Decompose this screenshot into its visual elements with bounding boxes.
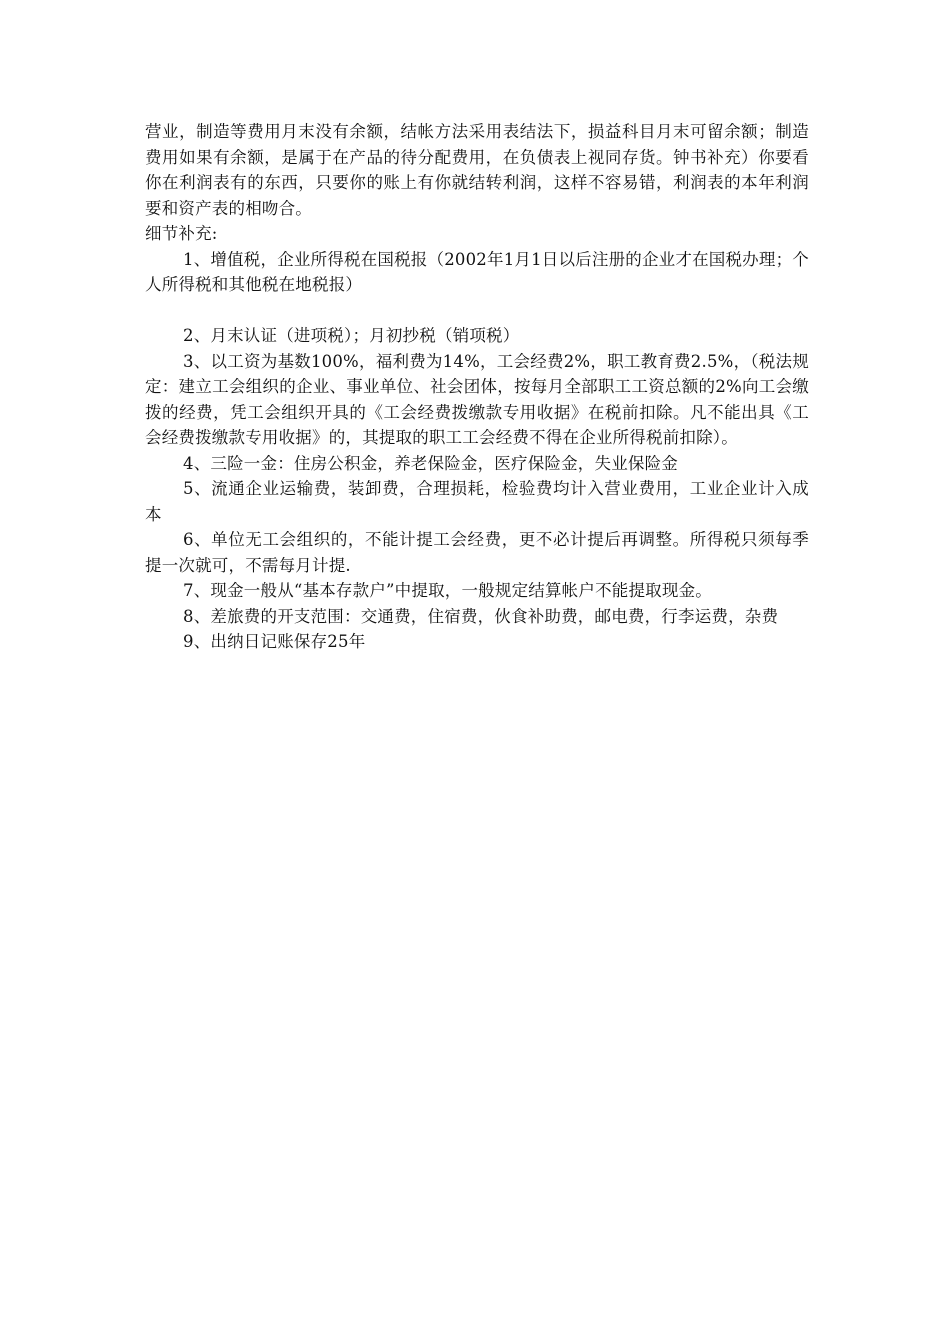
list-item-4: 4、三险一金：住房公积金，养老保险金，医疗保险金，失业保险金 [183, 453, 678, 473]
blank-line [145, 298, 809, 324]
list-item-3: 3、以工资为基数100%，福利费为14%，工会经费2%，职工教育费2.5%，（税法规定：建立工会组织的企业、事业单位、社会团体，按每月全部职工工资总额的2%向工会缴拨的经费，凭工会组织开具的《工会经费拨缴款专用收据》在税前扣除。凡不能出具《工会经费拨缴款专用收据》的，其提取的职工工会经费不得在企业所得税前扣除）。 [145, 351, 809, 447]
intro-paragraph: 营业，制造等费用月末没有余额，结帐方法采用表结法下，损益科目月末可留余额；制造费用如果有余额，是属于在产品的待分配费用，在负债表上视同存货。钟书补充）你要看你在利润表有的东西，只要你的账上有你就结转利润，这样不容易错，利润表的本年利润要和资产表的相吻合。 [145, 122, 809, 218]
list-item-5: 5、流通企业运输费，装卸费，合理损耗，检验费均计入营业费用，工业企业计入成本 [145, 479, 809, 524]
document-body [145, 119, 809, 655]
list-item-8: 8、差旅费的开支范围：交通费，住宿费，伙食补助费，邮电费，行李运费，杂费 [183, 606, 779, 626]
list-item-7: 7、现金一般从“基本存款户”中提取，一般规定结算帐户不能提取现金。 [183, 581, 712, 600]
list-item-9: 9、出纳日记账保存25年 [183, 632, 366, 651]
section-heading: 细节补充: [145, 224, 218, 243]
list-item-1: 1、增值税，企业所得税在国税报（2002年1月1日以后注册的企业才在国税办理；个人所得税和其他税在地税报） [145, 249, 809, 294]
list-item-6: 6、单位无工会组织的，不能计提工会经费，更不必计提后再调整。所得税只须每季提一次就可，不需每月计提. [145, 530, 809, 575]
list-item-2: 2、月末认证（进项税）；月初抄税（销项税） [183, 326, 520, 345]
